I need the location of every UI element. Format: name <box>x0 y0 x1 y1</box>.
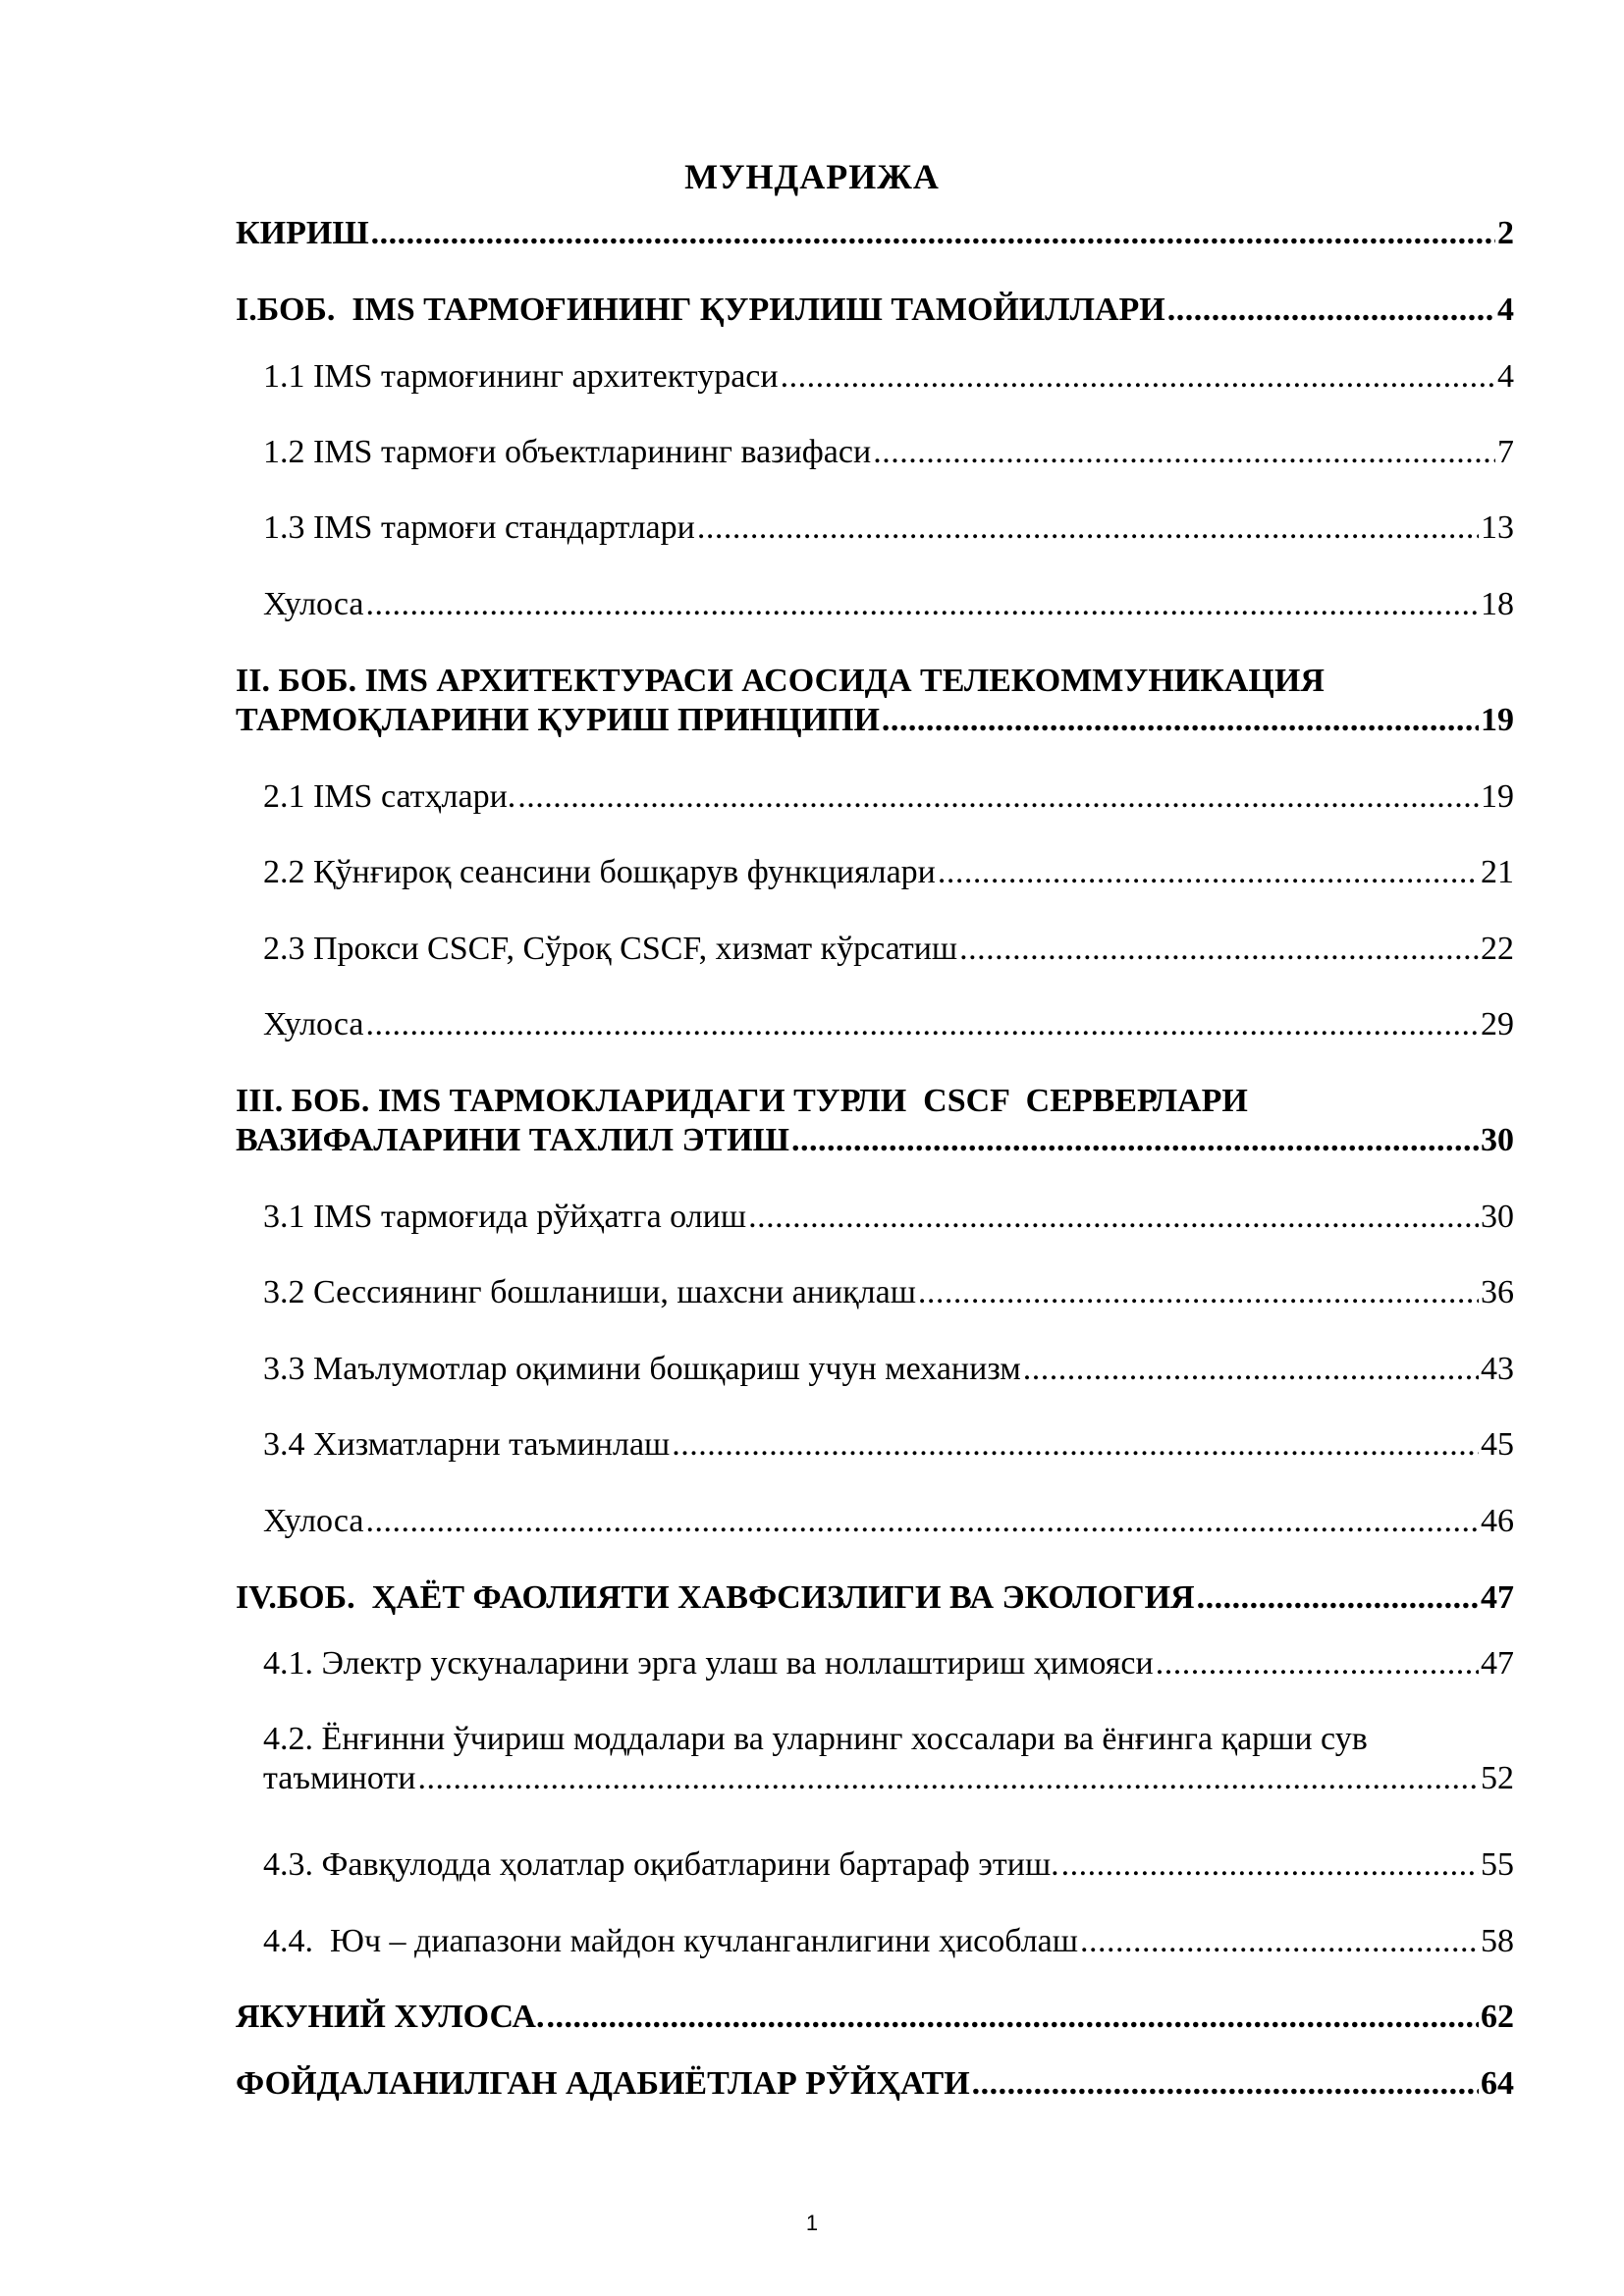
dot-leader <box>972 2064 1479 2104</box>
dot-leader <box>546 1998 1479 2037</box>
toc-entry-text: 1.2 IMS тармоғи объектларининг вазифаси <box>263 434 872 470</box>
dot-leader <box>959 930 1479 969</box>
toc-entry-text: 4.3. Фавқулодда ҳолатлар оқибатларини бартараф этиш. <box>263 1846 1059 1883</box>
toc-entry-section-2-2[interactable] <box>263 853 1514 892</box>
toc-entry-text: IV.БОБ. ҲАЁТ ФАОЛИЯТИ ХАВФСИЗЛИГИ ВА ЭКОЛОГИЯ <box>236 1579 1195 1616</box>
page-number: 1 <box>805 2211 819 2235</box>
toc-entry-text: ФОЙДАЛАНИЛГАН АДАБИЁТЛАР РЎЙҲАТИ <box>236 2065 970 2102</box>
toc-entry-text: 4.1. Электр ускуналарини эрга улаш ва ноллаштириш ҳимояси <box>263 1645 1154 1682</box>
toc-entry-text: 2.2 Қўнғироқ сеансини бошқарув функциялари <box>263 854 936 890</box>
toc-entry-section-3-1[interactable] <box>263 1198 1514 1237</box>
toc-entry-section-2-1[interactable] <box>263 777 1514 817</box>
dot-leader <box>1061 1845 1479 1885</box>
toc-entry-page: 47 <box>1481 1579 1514 1616</box>
toc-entry-page: 52 <box>1481 1760 1514 1796</box>
toc-entry-page: 2 <box>1497 215 1514 251</box>
dot-leader <box>873 433 1495 472</box>
toc-entry-final-conclusion[interactable] <box>236 1998 1514 2037</box>
dot-leader <box>1156 1644 1479 1683</box>
toc-entry-section-1-2[interactable] <box>263 433 1514 472</box>
toc-entry-chapter-4[interactable] <box>236 1578 1514 1618</box>
toc-entry-page: 58 <box>1481 1923 1514 1959</box>
toc-entry-page: 30 <box>1481 1199 1514 1235</box>
toc-entry-text: I.БОБ. IMS ТАРМОҒИНИНГ ҚУРИЛИШ ТАМОЙИЛЛАРИ <box>236 292 1165 328</box>
dot-leader <box>371 214 1495 253</box>
toc-entry-chapter-3[interactable] <box>236 1082 1514 1160</box>
toc-entry-text: 1.3 IMS тармоғи стандартлари <box>263 509 695 546</box>
toc-entry-page: 55 <box>1481 1846 1514 1883</box>
toc-entry-page: 22 <box>1481 931 1514 967</box>
toc-entry-text: Хулоса <box>263 1006 364 1042</box>
toc-entry-text: 2.1 IMS сатҳлари. <box>263 778 516 815</box>
dot-leader <box>938 853 1479 892</box>
toc-entry-section-3-2[interactable] <box>263 1273 1514 1312</box>
toc-entry-section-4-4[interactable] <box>263 1922 1514 1961</box>
dot-leader <box>672 1425 1479 1465</box>
toc-entry-text: 3.2 Сессиянинг бошланиши, шахсни аниқлаш <box>263 1274 916 1310</box>
dot-leader <box>1197 1578 1479 1618</box>
toc-entry-page: 46 <box>1481 1503 1514 1539</box>
toc-entry-first-line: III. БОБ. IMS ТАРМОКЛАРИДАГИ ТУРЛИ CSCF СЕРВЕРЛАРИ <box>236 1083 1248 1119</box>
toc-entry-section-4-3[interactable] <box>263 1845 1514 1885</box>
toc-entry-text: 3.4 Хизматларни таъминлаш <box>263 1426 671 1463</box>
dot-leader <box>697 508 1479 548</box>
toc-entry-text: ТАРМОҚЛАРИНИ ҚУРИШ ПРИНЦИПИ <box>236 702 880 738</box>
dot-leader <box>882 701 1479 740</box>
toc-entry-page: 4 <box>1497 292 1514 328</box>
dot-leader <box>365 1005 1479 1044</box>
toc-entry-page: 36 <box>1481 1274 1514 1310</box>
dot-leader <box>791 1121 1479 1160</box>
toc-entry-section-4-2[interactable] <box>263 1720 1514 1798</box>
toc-entry-text: Хулоса <box>263 586 364 622</box>
toc-entry-text: 1.1 IMS тармоғининг архитектураси <box>263 358 779 395</box>
toc-entry-section-4-1[interactable] <box>263 1644 1514 1683</box>
dot-leader <box>365 1502 1479 1541</box>
toc-entry-page: 18 <box>1481 586 1514 622</box>
toc-entry-references[interactable] <box>236 2064 1514 2104</box>
toc-entry-introduction[interactable] <box>236 214 1514 253</box>
toc-entry-conclusion-3[interactable] <box>263 1502 1514 1541</box>
dot-leader <box>417 1759 1479 1798</box>
toc-entry-text: 3.1 IMS тармоғида рўйҳатга олиш <box>263 1199 747 1235</box>
toc-entry-text: 4.4. Юч – диапазони майдон кучланганлигини ҳисоблаш <box>263 1923 1078 1959</box>
toc-entry-text: ВАЗИФАЛАРИНИ ТАХЛИЛ ЭТИШ <box>236 1122 789 1158</box>
toc-entry-page: 47 <box>1481 1645 1514 1682</box>
toc-entry-page: 62 <box>1481 1999 1514 2035</box>
dot-leader <box>1167 291 1495 330</box>
toc-entry-page: 43 <box>1481 1351 1514 1387</box>
toc-entry-page: 30 <box>1481 1122 1514 1158</box>
toc-entry-first-line: 4.2. Ёнғинни ўчириш моддалари ва уларнинг хоссалари ва ёнғинга қарши сув <box>263 1721 1368 1757</box>
toc-entry-page: 19 <box>1481 778 1514 815</box>
toc-entry-page: 4 <box>1497 358 1514 395</box>
dot-leader <box>748 1198 1479 1237</box>
toc-entry-first-line: II. БОБ. IMS АРХИТЕКТУРАСИ АСОСИДА ТЕЛЕКОММУНИКАЦИЯ <box>236 663 1325 699</box>
dot-leader <box>1080 1922 1479 1961</box>
toc-entry-text: 2.3 Прокси CSCF, Сўроқ CSCF, хизмат кўрсатиш <box>263 931 958 967</box>
dot-leader <box>918 1273 1479 1312</box>
toc-entry-page: 64 <box>1481 2065 1514 2102</box>
toc-entry-page: 19 <box>1481 702 1514 738</box>
toc-entry-page: 13 <box>1481 509 1514 546</box>
toc-entry-section-1-1[interactable] <box>263 357 1514 397</box>
toc-entry-section-1-3[interactable] <box>263 508 1514 548</box>
dot-leader <box>365 585 1479 624</box>
toc-entry-conclusion-2[interactable] <box>263 1005 1514 1044</box>
toc-entry-chapter-1[interactable] <box>236 291 1514 330</box>
toc-entry-page: 7 <box>1497 434 1514 470</box>
toc-entry-page: 45 <box>1481 1426 1514 1463</box>
dot-leader <box>1023 1350 1479 1389</box>
toc-entry-section-3-4[interactable] <box>263 1425 1514 1465</box>
toc-entry-section-3-3[interactable] <box>263 1350 1514 1389</box>
toc-entry-text: ЯКУНИЙ ХУЛОСА. <box>236 1999 545 2035</box>
toc-entry-text: КИРИШ <box>236 215 369 251</box>
toc-entry-page: 29 <box>1481 1006 1514 1042</box>
toc-title: МУНДАРИЖА <box>684 157 940 196</box>
toc-entry-page: 21 <box>1481 854 1514 890</box>
toc-entry-text: 3.3 Маълумотлар оқимини бошқариш учун механизм <box>263 1351 1021 1387</box>
dot-leader <box>781 357 1495 397</box>
toc-entry-text: Хулоса <box>263 1503 364 1539</box>
dot-leader <box>517 777 1479 817</box>
toc-entry-conclusion-1[interactable] <box>263 585 1514 624</box>
toc-entry-chapter-2[interactable] <box>236 662 1514 740</box>
toc-entry-text: таъминоти <box>263 1760 416 1796</box>
toc-entry-section-2-3[interactable] <box>263 930 1514 969</box>
